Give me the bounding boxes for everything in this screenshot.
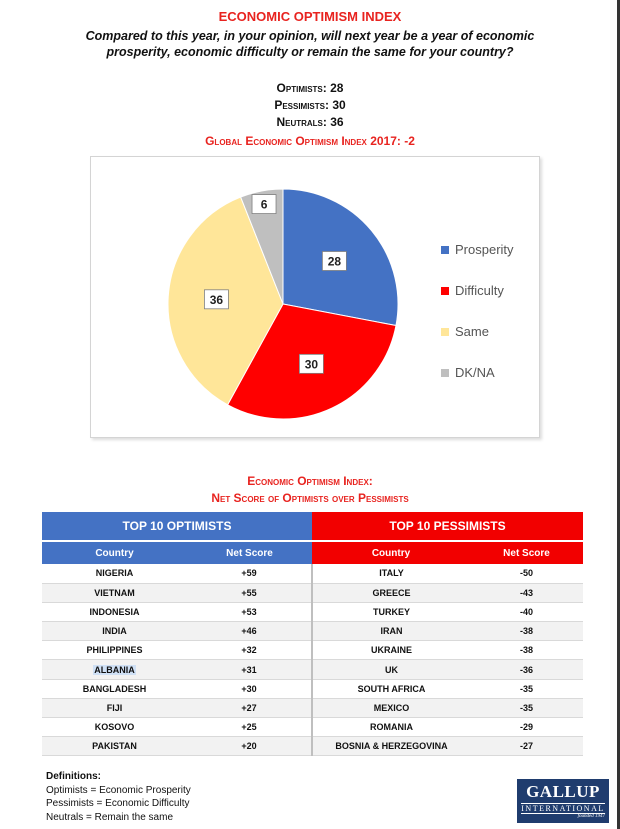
optimists-stat: Optimists: 28 [276, 81, 344, 95]
optimist-score-cell-text: +59 [241, 568, 257, 579]
table-row [42, 641, 583, 660]
optimist-country-cell-text: INDIA [102, 626, 127, 637]
pessimist-country-cell [312, 583, 470, 602]
pie-data-label-text: 6 [260, 197, 268, 212]
optimist-country-cell [42, 622, 187, 641]
net-score-table [42, 512, 583, 756]
legend-item [441, 229, 514, 270]
optimist-country-cell [42, 583, 187, 602]
pessimist-score-cell-text: -40 [519, 606, 533, 617]
optimist-country-cell [42, 737, 187, 756]
pessimist-country-cell-text: UKRAINE [370, 645, 412, 656]
logo-sub: INTERNATIONAL [521, 804, 605, 813]
pie-data-label [252, 195, 276, 214]
table-body [42, 564, 583, 756]
table-row [42, 602, 583, 621]
optimist-country-cell-text: ALBANIA [94, 664, 135, 675]
pessimist-score-cell-text: -36 [519, 664, 533, 675]
pessimist-score-cell-text: -35 [519, 683, 533, 694]
pie-data-label-text: 36 [209, 292, 224, 307]
legend-label: DK/NA [455, 365, 495, 380]
legend-swatch [441, 246, 449, 254]
col-score-pessimists: Net Score [470, 541, 583, 564]
table-row [42, 679, 583, 698]
pessimist-country-cell-text: IRAN [380, 626, 403, 637]
table-row [42, 564, 583, 583]
pessimist-score-cell-text: -50 [519, 568, 533, 579]
pessimist-country-cell [312, 737, 470, 756]
pessimist-country-cell [312, 679, 470, 698]
summary-stats [0, 80, 620, 131]
table-row [42, 622, 583, 641]
pessimist-score-cell [470, 737, 583, 756]
optimist-score-cell-text: +32 [241, 645, 257, 656]
definition-item: Pessimists = Economic Difficulty [46, 798, 190, 809]
table-row [42, 660, 583, 679]
legend-item [441, 352, 514, 393]
optimist-country-cell-text: INDONESIA [89, 606, 140, 617]
optimist-country-cell-text: NIGERIA [95, 568, 134, 579]
pessimist-country-cell-text: UK [385, 664, 398, 675]
pessimist-country-cell-text: MEXICO [373, 702, 410, 713]
legend-label: Prosperity [455, 242, 514, 257]
optimist-score-cell [187, 641, 312, 660]
legend-swatch [441, 287, 449, 295]
pessimist-score-cell-text: -38 [519, 645, 533, 656]
table-row [42, 698, 583, 717]
logo-name: GALLUP [526, 782, 600, 801]
global-index: Global Economic Optimism Index 2017: -2 [205, 134, 415, 148]
pessimist-score-cell [470, 583, 583, 602]
definition-item: Neutrals = Remain the same [46, 811, 174, 823]
optimist-score-cell [187, 660, 312, 679]
pessimist-country-cell-text: ITALY [379, 568, 404, 579]
table-title-line1: Economic Optimism Index: [247, 474, 373, 488]
optimist-country-cell-text: PHILIPPINES [86, 645, 143, 656]
pessimist-country-cell-text: BOSNIA & HERZEGOVINA [335, 741, 448, 752]
table-row [42, 737, 583, 756]
definitions [46, 770, 191, 824]
pessimist-country-cell [312, 641, 470, 660]
optimist-score-cell-text: +27 [241, 702, 257, 713]
definitions-heading: Definitions: [46, 771, 101, 782]
pessimist-country-cell-text: GREECE [372, 587, 411, 598]
pessimist-country-cell [312, 660, 470, 679]
gallup-international-logo [517, 779, 609, 823]
optimist-score-cell-text: +55 [241, 587, 257, 598]
pessimist-score-cell-text: -29 [519, 722, 533, 733]
optimist-score-cell [187, 583, 312, 602]
legend-label: Difficulty [455, 283, 504, 298]
optimist-country-cell-text: PAKISTAN [92, 741, 137, 752]
col-score-optimists: Net Score [187, 541, 312, 564]
pessimist-country-cell-text: TURKEY [372, 606, 410, 617]
optimist-score-cell [187, 718, 312, 737]
pessimist-country-cell [312, 564, 470, 583]
pie-data-label [204, 290, 228, 309]
pessimist-country-cell [312, 602, 470, 621]
optimist-score-cell-text: +20 [241, 741, 257, 752]
table-title [0, 473, 620, 507]
optimist-country-cell [42, 698, 187, 717]
optimist-country-cell [42, 564, 187, 583]
pie-chart-panel [90, 156, 540, 438]
page-title: ECONOMIC OPTIMISM INDEX [218, 9, 402, 24]
pessimist-score-cell [470, 564, 583, 583]
table-row [42, 583, 583, 602]
pessimist-score-cell [470, 718, 583, 737]
pessimist-score-cell-text: -27 [519, 741, 533, 752]
definition-item: Optimists = Economic Prosperity [46, 784, 191, 796]
pessimist-score-cell [470, 641, 583, 660]
top-pessimists-header: TOP 10 PESSIMISTS [312, 512, 583, 541]
col-country-optimists: Country [42, 541, 187, 564]
pie-data-label [322, 251, 346, 270]
legend-label: Same [455, 324, 489, 339]
optimist-country-cell [42, 641, 187, 660]
table-row [42, 718, 583, 737]
optimist-country-cell [42, 602, 187, 621]
legend-swatch [441, 328, 449, 336]
optimist-country-cell [42, 679, 187, 698]
optimist-score-cell [187, 564, 312, 583]
top-optimists-header: TOP 10 OPTIMISTS [42, 512, 312, 541]
pessimist-score-cell-text: -43 [519, 587, 533, 598]
optimist-score-cell-text: +53 [241, 606, 257, 617]
legend-item [441, 270, 514, 311]
optimist-country-cell-text: FIJI [106, 702, 123, 713]
legend-item [441, 311, 514, 352]
optimist-score-cell-text: +25 [241, 722, 257, 733]
optimist-score-cell [187, 698, 312, 717]
table-title-line2: Net Score of Optimists over Pessimists [211, 491, 409, 505]
pessimist-score-cell [470, 679, 583, 698]
pessimist-country-cell [312, 698, 470, 717]
optimist-score-cell [187, 679, 312, 698]
optimist-country-cell [42, 660, 187, 679]
pessimist-score-cell-text: -35 [519, 702, 533, 713]
legend-swatch [441, 369, 449, 377]
optimist-score-cell [187, 622, 312, 641]
pie-data-label-text: 30 [304, 357, 319, 372]
pie-data-label [299, 354, 323, 373]
pessimist-country-cell [312, 622, 470, 641]
optimist-country-cell-text: KOSOVO [94, 722, 135, 733]
optimist-score-cell-text: +30 [241, 683, 257, 694]
neutrals-stat: Neutrals: 36 [276, 115, 344, 129]
pessimists-stat: Pessimists: 30 [274, 98, 346, 112]
pessimist-score-cell [470, 622, 583, 641]
pessimist-country-cell-text: ROMANIA [370, 722, 413, 733]
col-country-pessimists: Country [312, 541, 470, 564]
pessimist-score-cell [470, 602, 583, 621]
optimist-score-cell-text: +31 [241, 664, 257, 675]
optimist-score-cell-text: +46 [241, 626, 257, 637]
optimist-score-cell [187, 602, 312, 621]
pessimist-country-cell-text: SOUTH AFRICA [357, 683, 426, 694]
pessimist-score-cell [470, 698, 583, 717]
survey-question: Compared to this year, in your opinion, will next year be a year of economic prosperity, economic difficulty or remain the same for your country? [85, 29, 535, 59]
optimist-score-cell [187, 737, 312, 756]
optimist-country-cell [42, 718, 187, 737]
optimist-country-cell-text: BANGLADESH [82, 683, 147, 694]
optimist-country-cell-text: VIETNAM [94, 587, 135, 598]
pessimist-country-cell [312, 718, 470, 737]
logo-founded: founded 1947 [577, 814, 605, 819]
chart-legend [441, 229, 514, 393]
pessimist-score-cell-text: -38 [519, 626, 533, 637]
pessimist-score-cell [470, 660, 583, 679]
pie-data-label-text: 28 [327, 254, 342, 269]
